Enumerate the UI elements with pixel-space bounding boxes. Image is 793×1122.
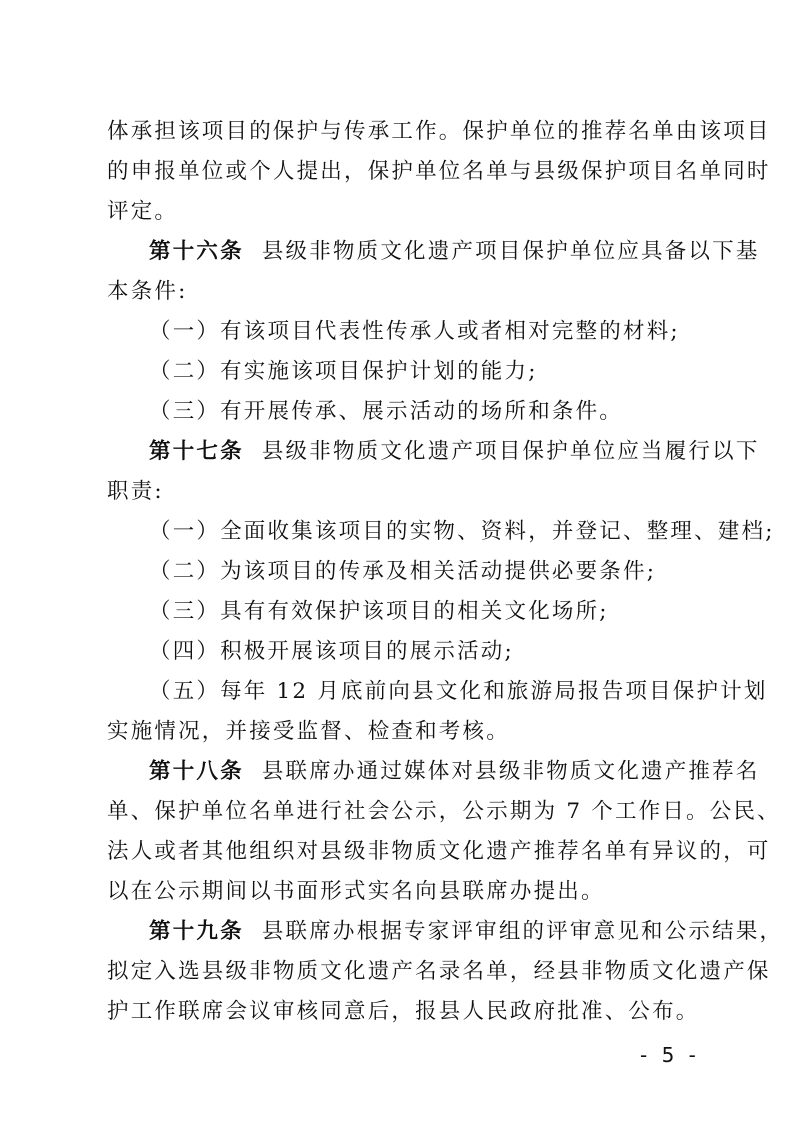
line-text: 法人或者其他组织对县级非物质文化遗产推荐名单有异议的，可 (107, 839, 771, 864)
list-item (149, 557, 739, 587)
list-item (149, 317, 739, 347)
article-heading: 第十六条 (149, 239, 244, 264)
text-line (107, 797, 781, 827)
line-text: （三）有开展传承、展示活动的场所和条件。 (149, 399, 624, 424)
list-item (149, 357, 739, 387)
list-item (149, 397, 739, 427)
line-text: 县级非物质文化遗产项目保护单位应具备以下基 (261, 239, 760, 264)
line-text: （二）为该项目的传承及相关活动提供必要条件; (149, 559, 657, 584)
list-item (149, 637, 739, 667)
article-19-line (149, 917, 784, 947)
line-text: 评定。 (107, 199, 179, 224)
line-text: 实施情况，并接受监督、检查和考核。 (107, 719, 510, 744)
line-text: 县联席办根据专家评审组的评审意见和公示结果， (261, 919, 784, 944)
line-text: 以在公示期间以书面形式实名向县联席办提出。 (107, 879, 605, 904)
line-text: （三）具有有效保护该项目的相关文化场所; (149, 599, 609, 624)
line-text: 单、保护单位名单进行社会公示，公示期为 7 个工作日。公民、 (107, 799, 781, 824)
article-heading: 第十八条 (149, 759, 244, 784)
article-16-line (149, 237, 760, 267)
line-text: （一）全面收集该项目的实物、资料，并登记、整理、建档; (149, 519, 775, 544)
line-text: 县联席办通过媒体对县级非物质文化遗产推荐名 (261, 759, 760, 784)
line-text: 的申报单位或个人提出，保护单位名单与县级保护项目名单同时 (107, 159, 771, 184)
line-text: （四）积极开展该项目的展示活动; (149, 639, 514, 664)
text-line (107, 477, 697, 507)
text-line (107, 277, 697, 307)
line-text: 护工作联席会议审核同意后，报县人民政府批准、公布。 (107, 999, 700, 1024)
line-text: 本条件: (107, 279, 188, 304)
text-line (107, 157, 771, 187)
line-text: 职责: (107, 479, 164, 504)
list-item (149, 517, 775, 547)
text-line (107, 117, 771, 147)
line-text: （五）每年 12 月底前向县文化和旅游局报告项目保护计划 (149, 679, 768, 704)
line-text: 体承担该项目的保护与传承工作。保护单位的推荐名单由该项目 (107, 119, 771, 144)
article-heading: 第十九条 (149, 919, 244, 944)
line-text: 拟定入选县级非物质文化遗产名录名单，经县非物质文化遗产保 (107, 959, 771, 984)
line-text: （二）有实施该项目保护计划的能力; (149, 359, 538, 384)
list-item (149, 597, 739, 627)
text-line (107, 197, 697, 227)
list-item (149, 677, 768, 707)
text-line (107, 997, 700, 1027)
article-18-line (149, 757, 760, 787)
text-line (107, 717, 697, 747)
page-number: - 5 - (640, 1043, 700, 1067)
text-line (107, 957, 771, 987)
text-line (107, 837, 771, 867)
article-heading: 第十七条 (149, 439, 244, 464)
text-line (107, 877, 697, 907)
line-text: （一）有该项目代表性传承人或者相对完整的材料; (149, 319, 680, 344)
line-text: 县级非物质文化遗产项目保护单位应当履行以下 (261, 439, 760, 464)
article-17-line (149, 437, 760, 467)
